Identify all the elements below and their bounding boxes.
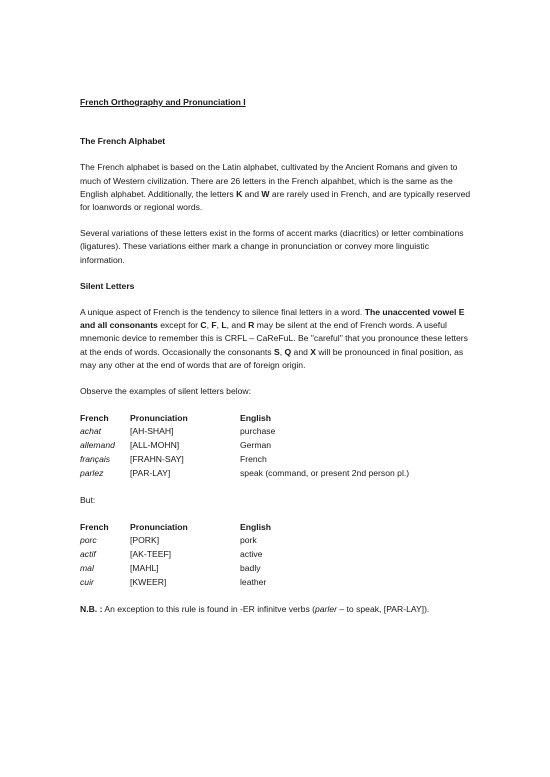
note-label: N.B. :: [80, 604, 103, 615]
table-row: [80, 548, 475, 562]
silent-letters-table: [80, 411, 475, 481]
pronounced-letters-table: [80, 520, 475, 590]
column-header: English: [240, 521, 272, 532]
english-word: speak (command, or present 2nd person pl.): [240, 468, 410, 479]
pronunciation: [ALL-MOHN]: [130, 440, 180, 451]
table-row: [80, 453, 475, 467]
pronunciation: [KWEER]: [130, 577, 167, 588]
pronunciation: [PAR-LAY]: [130, 468, 171, 479]
english-word: French: [240, 454, 267, 465]
french-word: cuir: [80, 577, 94, 588]
table-row: [80, 534, 475, 548]
pronunciation: [AH-SHAH]: [130, 426, 174, 437]
table-header-row: [80, 411, 475, 425]
alphabet-heading: The French Alphabet: [80, 136, 166, 147]
english-word: badly: [240, 563, 261, 574]
alphabet-paragraph-2: Several variations of these letters exist in the forms of accent marks (diacritics) or letter combinations (ligatures). These variations either mark a change in pronunciation or convey more linguistic information.: [80, 228, 464, 265]
french-word: mal: [80, 563, 94, 574]
table-header-row: [80, 520, 475, 534]
alphabet-paragraph-1: The French alphabet is based on the Latin alphabet, cultivated by the Ancient Romans and given to much of Western civilization. There are 26 letters in the French alpahbet, which is the same as the English alphabet. Additionally, the letters K and W are rarely used in French, and are typically reserved for loanwords or regional words.: [80, 162, 471, 213]
english-word: active: [240, 549, 263, 560]
observe-text: Observe the examples of silent letters below:: [80, 386, 252, 397]
table-row: [80, 576, 475, 590]
column-header: French: [80, 521, 109, 532]
pronunciation: [FRAHN-SAY]: [130, 454, 184, 465]
table-row: [80, 439, 475, 453]
pronunciation: [MAHL]: [130, 563, 159, 574]
pronunciation: [AK-TEEF]: [130, 549, 172, 560]
french-word: allemand: [80, 440, 115, 451]
table-row: [80, 425, 475, 439]
pronunciation: [PORK]: [130, 535, 160, 546]
column-header: French: [80, 412, 109, 423]
column-header: Pronunciation: [130, 521, 188, 532]
document-title: French Orthography and Pronunciation I: [80, 97, 246, 107]
table-row: [80, 467, 475, 481]
column-header: Pronunciation: [130, 412, 188, 423]
document-body: [80, 96, 475, 617]
english-word: purchase: [240, 426, 276, 437]
but-text: But:: [80, 495, 96, 506]
column-header: English: [240, 412, 272, 423]
english-word: leather: [240, 577, 267, 588]
table-row: [80, 562, 475, 576]
french-word: parlez: [80, 468, 104, 479]
french-word: français: [80, 454, 111, 465]
french-word: actif: [80, 549, 96, 560]
english-word: German: [240, 440, 272, 451]
note-paragraph: N.B. : An exception to this rule is found in -ER infinitve verbs (parler – to speak, [PAR-LAY]).: [80, 604, 430, 615]
silent-letters-paragraph: A unique aspect of French is the tendency to silence final letters in a word. The unaccented vowel E and all consonants except for C, F, L, and R may be silent at the end of French words. A useful mnemonic device to remember this is CRFL – CaReFuL. Be "careful" that you pronounce these letters at the ends of words. Occasionally the consonants S, Q and X will be pronounced in final position, as may any other at the end of words that are of foreign origin.: [80, 307, 468, 370]
french-word: porc: [80, 535, 97, 546]
english-word: pork: [240, 535, 257, 546]
silent-letters-heading: Silent Letters: [80, 280, 135, 291]
french-word: achat: [80, 426, 102, 437]
